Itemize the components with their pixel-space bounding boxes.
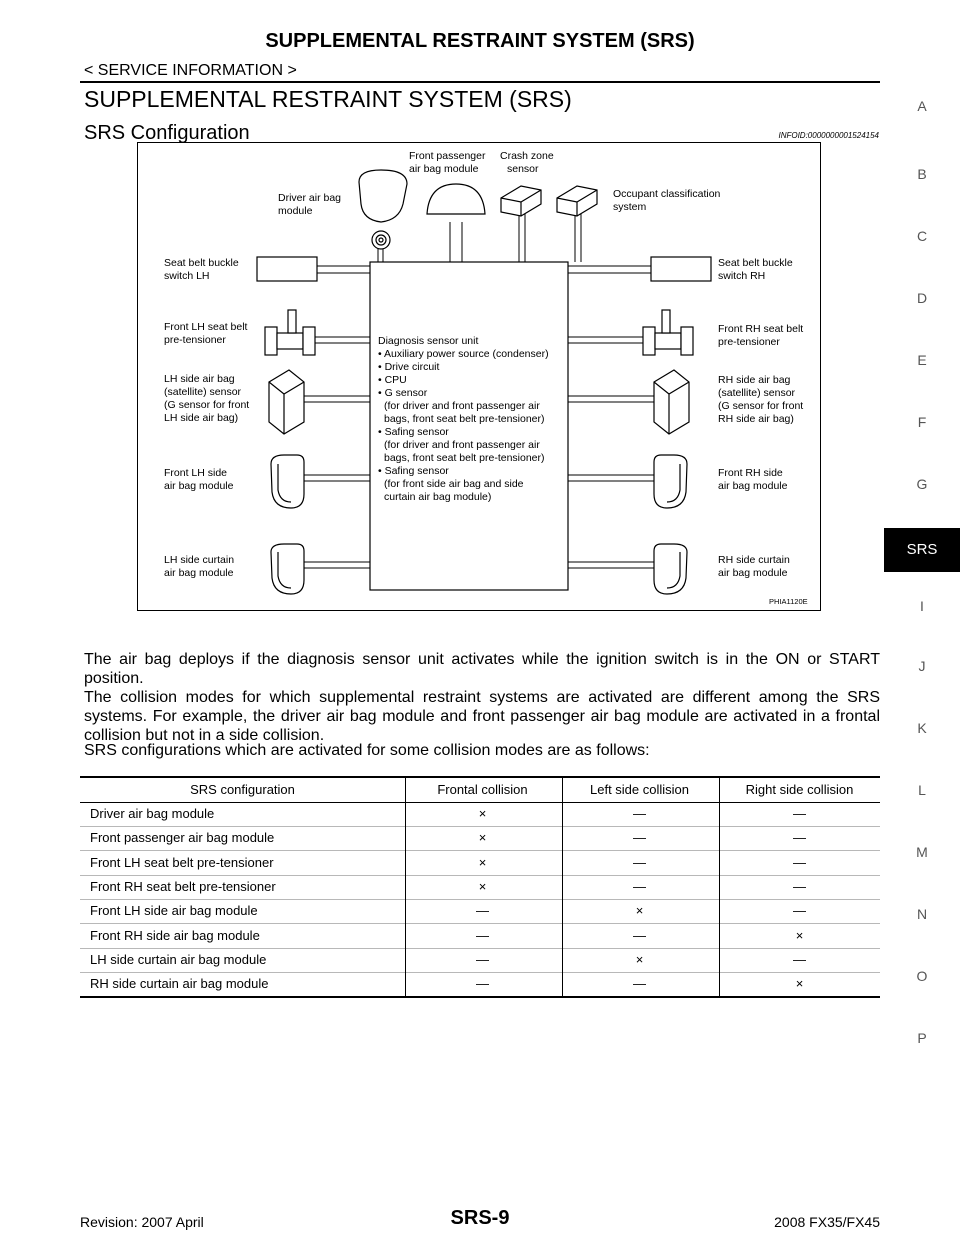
dsu-label-6: bags, front seat belt pre-tensioner) bbox=[384, 413, 545, 425]
side-tab-l[interactable]: L bbox=[918, 782, 926, 798]
curtain-airbag-lh-shape bbox=[271, 544, 304, 594]
label-front-passenger-1: air bag module bbox=[409, 163, 479, 175]
cell-configuration: Front RH seat belt pre-tensioner bbox=[90, 878, 276, 894]
paragraph-deploy: The air bag deploys if the diagnosis sensor unit activates while the ignition switch is in the ON or START position. bbox=[84, 651, 880, 687]
label-sb-rh-1: switch RH bbox=[718, 270, 766, 282]
front-passenger-airbag-shape bbox=[427, 184, 485, 214]
label-sb-lh-0: Seat belt buckle bbox=[164, 257, 239, 269]
crash-zone-sensor-shape bbox=[501, 186, 541, 216]
label-sat-rh-1: (satellite) sensor bbox=[718, 387, 796, 399]
cell-activation: × bbox=[478, 878, 487, 894]
label-crash-zone-0: Crash zone bbox=[500, 150, 554, 162]
cell-configuration: Front RH side air bag module bbox=[90, 927, 260, 943]
page-header-title: SUPPLEMENTAL RESTRAINT SYSTEM (SRS) bbox=[265, 30, 695, 52]
header-frontal: Frontal collision bbox=[437, 782, 528, 797]
label-pt-lh-1: pre-tensioner bbox=[164, 334, 226, 346]
cell-activation: × bbox=[478, 830, 487, 846]
dsu-label-5: (for driver and front passenger air bbox=[384, 400, 540, 412]
side-tab-srs[interactable]: SRS bbox=[884, 528, 960, 572]
dsu-label-9: bags, front seat belt pre-tensioner) bbox=[384, 452, 545, 464]
cell-activation: — bbox=[633, 927, 646, 943]
satellite-sensor-rh-shape bbox=[654, 370, 689, 434]
side-tab-o[interactable]: O bbox=[916, 968, 928, 984]
subsection-title: SRS Configuration bbox=[84, 122, 250, 144]
cell-activation: — bbox=[793, 830, 806, 846]
side-airbag-lh-shape bbox=[271, 455, 304, 508]
cell-activation: — bbox=[633, 878, 646, 894]
label-front-passenger-0: Front passenger bbox=[409, 150, 486, 162]
table-row bbox=[80, 851, 880, 876]
cell-activation: — bbox=[793, 806, 806, 821]
side-tab-n[interactable]: N bbox=[916, 906, 928, 922]
cell-configuration: Front LH side air bag module bbox=[90, 903, 258, 919]
side-tab-p[interactable]: P bbox=[917, 1030, 927, 1046]
column-divider bbox=[405, 776, 406, 996]
cell-configuration: LH side curtain air bag module bbox=[90, 951, 267, 967]
cell-configuration: RH side curtain air bag module bbox=[90, 976, 269, 992]
dsu-label-11: (for front side air bag and side bbox=[384, 478, 524, 490]
dsu-label-1: • Auxiliary power source (condenser) bbox=[378, 348, 549, 360]
cell-activation: — bbox=[633, 830, 646, 846]
side-tab-e[interactable]: E bbox=[917, 352, 927, 368]
label-pt-rh-0: Front RH seat belt bbox=[718, 323, 804, 335]
cell-activation: — bbox=[793, 854, 806, 870]
dsu-label-10: • Safing sensor bbox=[378, 465, 449, 477]
dsu-label-7: • Safing sensor bbox=[378, 426, 449, 438]
cell-activation: — bbox=[633, 806, 646, 821]
cell-activation: — bbox=[476, 951, 489, 967]
label-side-lh-1: air bag module bbox=[164, 480, 234, 492]
label-sat-lh-3: LH side air bag) bbox=[164, 412, 239, 424]
label-side-rh-0: Front RH side bbox=[718, 467, 783, 479]
dsu-label-4: • G sensor bbox=[378, 387, 428, 399]
label-pt-rh-1: pre-tensioner bbox=[718, 336, 780, 348]
label-curtain-rh-0: RH side curtain bbox=[718, 554, 790, 566]
cell-activation: × bbox=[478, 854, 487, 870]
label-sat-lh-2: (G sensor for front bbox=[164, 399, 250, 411]
cell-activation: — bbox=[476, 903, 489, 919]
label-side-lh-0: Front LH side bbox=[164, 467, 228, 479]
cell-activation: × bbox=[795, 976, 804, 992]
side-tab-b[interactable]: B bbox=[917, 166, 927, 182]
label-driver-airbag-0: Driver air bag bbox=[278, 192, 342, 204]
cell-activation: × bbox=[635, 951, 644, 967]
cell-activation: — bbox=[793, 903, 806, 919]
label-sb-rh-0: Seat belt buckle bbox=[718, 257, 793, 269]
dsu-label-2: • Drive circuit bbox=[378, 361, 440, 373]
cell-activation: — bbox=[476, 927, 489, 943]
dsu-label-3: • CPU bbox=[378, 374, 407, 386]
header-srs-configuration: SRS configuration bbox=[190, 782, 295, 797]
pretensioner-lh-shape bbox=[265, 310, 315, 355]
paragraph-configurations: SRS configurations which are activated for some collision modes are as follows: bbox=[84, 742, 650, 759]
footer-revision: Revision: 2007 April bbox=[80, 1214, 204, 1230]
seat-belt-buckle-rh-shape bbox=[651, 257, 711, 281]
label-sat-rh-3: RH side air bag) bbox=[718, 413, 794, 425]
label-sat-rh-2: (G sensor for front bbox=[718, 400, 804, 412]
section-title: SUPPLEMENTAL RESTRAINT SYSTEM (SRS) bbox=[84, 86, 572, 112]
paragraph-collision-modes: The collision modes for which supplemental restraint systems are activated are different among the SRS systems. For example, the driver air bag module and front passenger air bag module are activated in a frontal collision but not in a side collision. bbox=[84, 689, 880, 744]
satellite-sensor-lh-shape bbox=[269, 370, 304, 434]
side-tab-a[interactable]: A bbox=[917, 98, 927, 114]
occupant-classification-shape bbox=[557, 186, 597, 216]
header-left-side: Left side collision bbox=[590, 782, 689, 797]
info-id: INFOID:0000000001524154 bbox=[778, 131, 879, 140]
column-divider bbox=[562, 776, 563, 996]
label-side-rh-1: air bag module bbox=[718, 480, 788, 492]
cell-activation: × bbox=[478, 806, 487, 821]
curtain-airbag-rh-shape bbox=[654, 544, 687, 594]
cell-activation: × bbox=[795, 927, 804, 943]
label-occupant-1: system bbox=[613, 201, 647, 213]
side-tab-g[interactable]: G bbox=[916, 476, 928, 492]
cell-configuration: Front LH seat belt pre-tensioner bbox=[90, 854, 274, 870]
label-sat-lh-1: (satellite) sensor bbox=[164, 386, 242, 398]
cell-activation: — bbox=[793, 951, 806, 967]
label-sat-lh-0: LH side air bag bbox=[164, 373, 235, 385]
cell-activation: — bbox=[793, 878, 806, 894]
table-header-row bbox=[80, 776, 880, 803]
cell-configuration: Front passenger air bag module bbox=[90, 830, 275, 846]
side-tab-j[interactable]: J bbox=[918, 658, 926, 674]
table-row bbox=[80, 826, 880, 851]
cell-activation: — bbox=[633, 976, 646, 992]
side-tab-d[interactable]: D bbox=[916, 290, 928, 306]
side-airbag-rh-shape bbox=[654, 455, 687, 508]
table-row bbox=[80, 948, 880, 973]
srs-configuration-diagram bbox=[137, 142, 821, 611]
label-sat-rh-0: RH side air bag bbox=[718, 374, 791, 386]
label-curtain-lh-1: air bag module bbox=[164, 567, 234, 579]
breadcrumb[interactable]: < SERVICE INFORMATION > bbox=[84, 62, 297, 79]
side-tab-f[interactable]: F bbox=[917, 414, 927, 430]
table-row bbox=[80, 924, 880, 949]
side-tab-c[interactable]: C bbox=[916, 228, 928, 244]
cell-activation: — bbox=[476, 976, 489, 992]
dsu-label-8: (for driver and front passenger air bbox=[384, 439, 540, 451]
header-divider bbox=[80, 81, 880, 83]
dsu-label-0: Diagnosis sensor unit bbox=[378, 335, 479, 347]
label-pt-lh-0: Front LH seat belt bbox=[164, 321, 248, 333]
side-tab-i[interactable]: I bbox=[920, 598, 924, 614]
cell-configuration: Driver air bag module bbox=[90, 806, 215, 821]
side-tab-k[interactable]: K bbox=[917, 720, 927, 736]
table-row bbox=[80, 899, 880, 924]
table-row bbox=[80, 802, 880, 827]
label-curtain-rh-1: air bag module bbox=[718, 567, 788, 579]
dsu-label-12: curtain air bag module) bbox=[384, 491, 492, 503]
diagram-code: PHIA1120E bbox=[769, 597, 808, 606]
pretensioner-rh-shape bbox=[643, 310, 693, 355]
seat-belt-buckle-lh-shape bbox=[257, 257, 317, 281]
label-crash-zone-1: sensor bbox=[507, 163, 539, 175]
header-right-side: Right side collision bbox=[745, 782, 854, 797]
label-occupant-0: Occupant classification bbox=[613, 188, 721, 200]
cell-activation: — bbox=[633, 854, 646, 870]
label-curtain-lh-0: LH side curtain bbox=[164, 554, 235, 566]
table-row bbox=[80, 875, 880, 900]
label-sb-lh-1: switch LH bbox=[164, 270, 210, 282]
footer-model: 2008 FX35/FX45 bbox=[774, 1214, 880, 1230]
footer-page-number: SRS-9 bbox=[450, 1207, 510, 1229]
cell-activation: × bbox=[635, 903, 644, 919]
table-row bbox=[80, 972, 880, 998]
label-driver-airbag-1: module bbox=[278, 205, 313, 217]
column-divider bbox=[719, 776, 720, 996]
side-tab-m[interactable]: M bbox=[916, 844, 928, 860]
driver-airbag-module-shape bbox=[359, 170, 407, 249]
